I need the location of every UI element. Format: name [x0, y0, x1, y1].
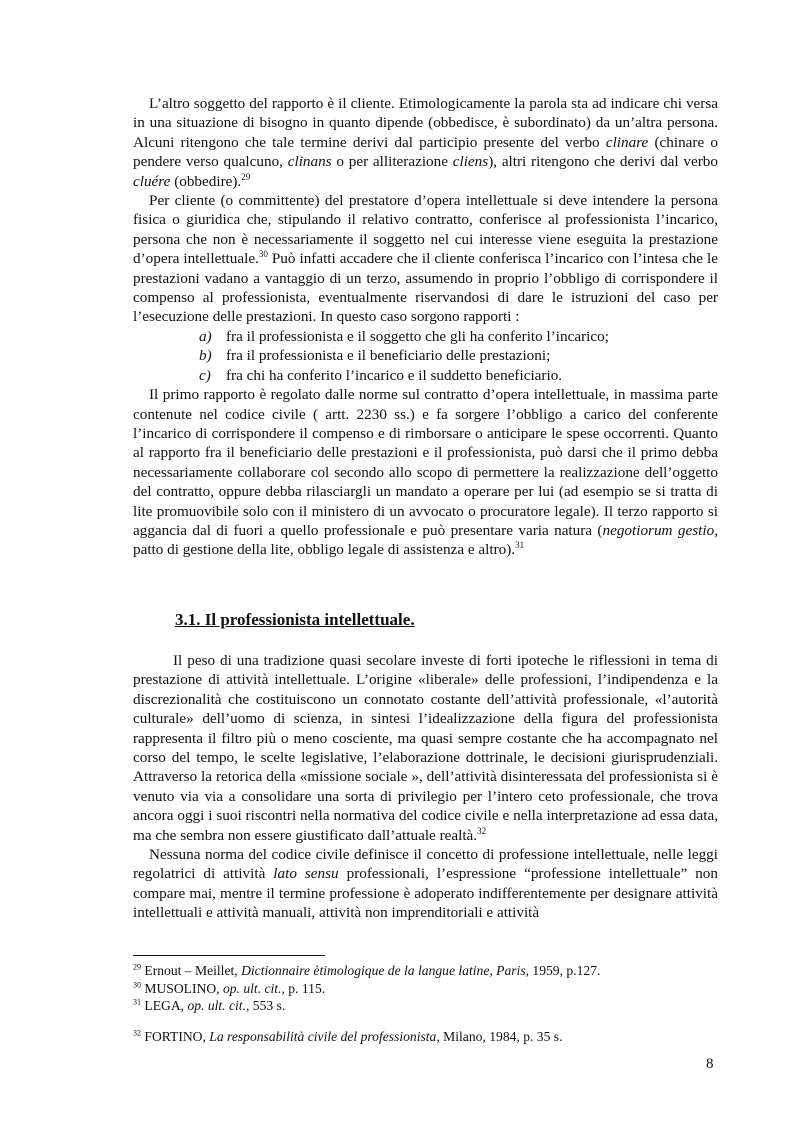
- footnote-title: op. ult. cit.,: [187, 998, 250, 1013]
- footnote-text: Ernout – Meillet,: [141, 963, 242, 978]
- list-item-text: fra chi ha conferito l’incarico e il suddetto beneficiario.: [226, 366, 563, 384]
- footnote-text: LEGA,: [141, 998, 188, 1013]
- italic-term: clinare: [605, 133, 649, 151]
- list-item: [133, 366, 718, 385]
- footnote-number: 30: [133, 979, 141, 989]
- footnote: [133, 997, 718, 1015]
- footnote-text: p. 115.: [284, 980, 326, 996]
- list-item-label: a): [199, 327, 212, 345]
- footnote-ref[interactable]: 30: [258, 249, 268, 260]
- paragraph-client-definition: [133, 191, 718, 327]
- section-heading: 3.1. Il professionista intellettuale.: [175, 610, 415, 629]
- footnote: [133, 1028, 718, 1046]
- footnote-text: MUSOLINO,: [141, 980, 223, 996]
- footnotes: [133, 962, 718, 1045]
- list-item-label: b): [199, 347, 212, 365]
- footnote-title: Dictionnaire ètimologique de la langue latine, Paris,: [241, 963, 530, 978]
- text-run: professionali, l’espressione “professione intellettuale” non compare mai, mentre il termine professione è adoperato indifferentemente per designare attività intellettuali e attività manuali, attività non imprenditoriali e attività: [133, 865, 718, 922]
- paragraph-definition-absent: [133, 845, 718, 923]
- footnote-title: La responsabilità civile del professionista,: [209, 1028, 440, 1044]
- italic-term: cliens: [452, 153, 489, 171]
- text-run: Il peso di una tradizione quasi secolare investe di forti ipoteche le riflessioni in tema di prestazione di attività intellettuale. L’origine «liberale» delle professioni, l’indipendenza e la discrezionalità che costituiscono un connotato costante dell’attività professionale, «l’autorità culturale» dell’uomo di scienza, in sintesi l’idealizzazione della figura del professionista rappresenta il filtro più o meno cosciente, ma quasi sempre costante che ha accompagnato nel corso del tempo, le scelte legislative, l’elaborazione dottrinale, le decisioni giurisprudenziali. Attraverso la retorica della «missione sociale », dell’attività disinteressata del professionista si è venuto via via a consolidare una sorta di privilegio per l’intero ceto professionale, che trova ancora oggi i suoi riscontri nella normativa del codice civile e nella interpretazione ad essa data, ma che sembra non essere giustificato dall’attuale realtà.: [133, 652, 718, 844]
- italic-term: lato sensu: [273, 865, 339, 883]
- footnote: [133, 962, 718, 980]
- footnote-ref[interactable]: 29: [241, 171, 251, 182]
- paragraph-client-etymology: [133, 94, 718, 191]
- text-run: L’altro soggetto del rapporto è il cliente. Etimologicamente la parola sta ad indicare chi versa in una situazione di bisogno in quanto dipende (obbedisce, è subordinato) da un’altra persona. Alcuni ritengono che tale termine derivi dal participio presente del verbo: [133, 95, 718, 151]
- text-run: ), altri ritengono che derivi dal verbo: [488, 153, 718, 171]
- list-item: [133, 346, 718, 365]
- footnote-number: 31: [133, 997, 141, 1007]
- relationships-list: [133, 327, 718, 385]
- list-item-label: c): [199, 366, 211, 384]
- text-run: o per alliterazione: [331, 153, 453, 171]
- text-run: (obbedire).: [170, 172, 242, 190]
- footnote-text: Milano, 1984, p. 35 s.: [439, 1028, 563, 1044]
- list-item-text: fra il professionista e il soggetto che gli ha conferito l’incarico;: [226, 327, 609, 345]
- italic-term: negotiorum gestio: [602, 521, 715, 539]
- text-run: Il primo rapporto è regolato dalle norme sul contratto d’opera intellettuale, in massima parte contenute nel codice civile ( artt. 2230 ss.) e fa sorgere l’obbligo a carico del conferente l’incarico di corrispondere il compenso e di rimborsare o anticipare le spese occorrenti. Quanto al rapporto fra il beneficiario delle prestazioni e il professionista, può darsi che il primo debba necessariamente collaborare col secondo allo scopo di permettere la realizzazione dell’oggetto del contratto, oppure debba rilasciargli un mandato a operare per lui (ad esempio se si tratta di lite promuovibile solo con il ministero di un avvocato o procuratore legale). Il terzo rapporto si aggancia dal di fuori a quello professionale e può presentare varia natura (: [133, 386, 718, 539]
- page-number: 8: [706, 1056, 714, 1072]
- paragraph-tradition: [133, 651, 718, 845]
- footnote-ref[interactable]: 31: [515, 540, 525, 551]
- footnote-title: op. ult. cit.,: [222, 980, 285, 996]
- footnote-ref[interactable]: 32: [477, 825, 487, 836]
- list-item: [133, 327, 718, 346]
- paragraph-relationships: [133, 385, 718, 560]
- list-item-text: fra il professionista e il beneficiario delle prestazioni;: [226, 347, 551, 365]
- footnote-number: 32: [133, 1027, 141, 1037]
- italic-term: cluére: [133, 172, 171, 190]
- footnote-text: 1959, p.127.: [529, 963, 601, 978]
- text-run: , patto di gestione della lite, obbligo legale di assistenza e altro).: [133, 521, 718, 559]
- footnote-separator: [133, 955, 325, 956]
- text-run: (chinare o pendere verso qualcuno,: [133, 133, 718, 171]
- body-text-lower: [133, 651, 718, 923]
- footnote-number: 29: [133, 962, 141, 972]
- footnote-text: 553 s.: [249, 998, 286, 1013]
- footnote-text: FORTINO,: [141, 1028, 210, 1044]
- footnote: [133, 980, 718, 998]
- italic-term: clinans: [287, 153, 332, 171]
- text-run: Per cliente (o committente) del prestatore d’opera intellettuale si deve intendere la persona fisica o giuridica che, stipulando il relativo contratto, conferisce al professionista l’incarico, persona che non è necessariamente il soggetto nel cui interesse viene eseguita la prestazione d’opera intellettuale.: [133, 192, 718, 268]
- text-run: Può infatti accadere che il cliente conferisca l’incarico con l’intesa che le prestazioni vadano a vantaggio di un terzo, assumendo in proprio l’obbligo di corrispondere il compenso al professionista, eventualmente riservandosi di dare le istruzioni del caso per l’esecuzione delle prestazioni. In questo caso sorgono rapporti :: [133, 250, 718, 326]
- text-run: Nessuna norma del codice civile definisce il concetto di professione intellettuale, nelle leggi regolatrici di attività: [133, 846, 718, 883]
- body-text-upper: [133, 94, 718, 560]
